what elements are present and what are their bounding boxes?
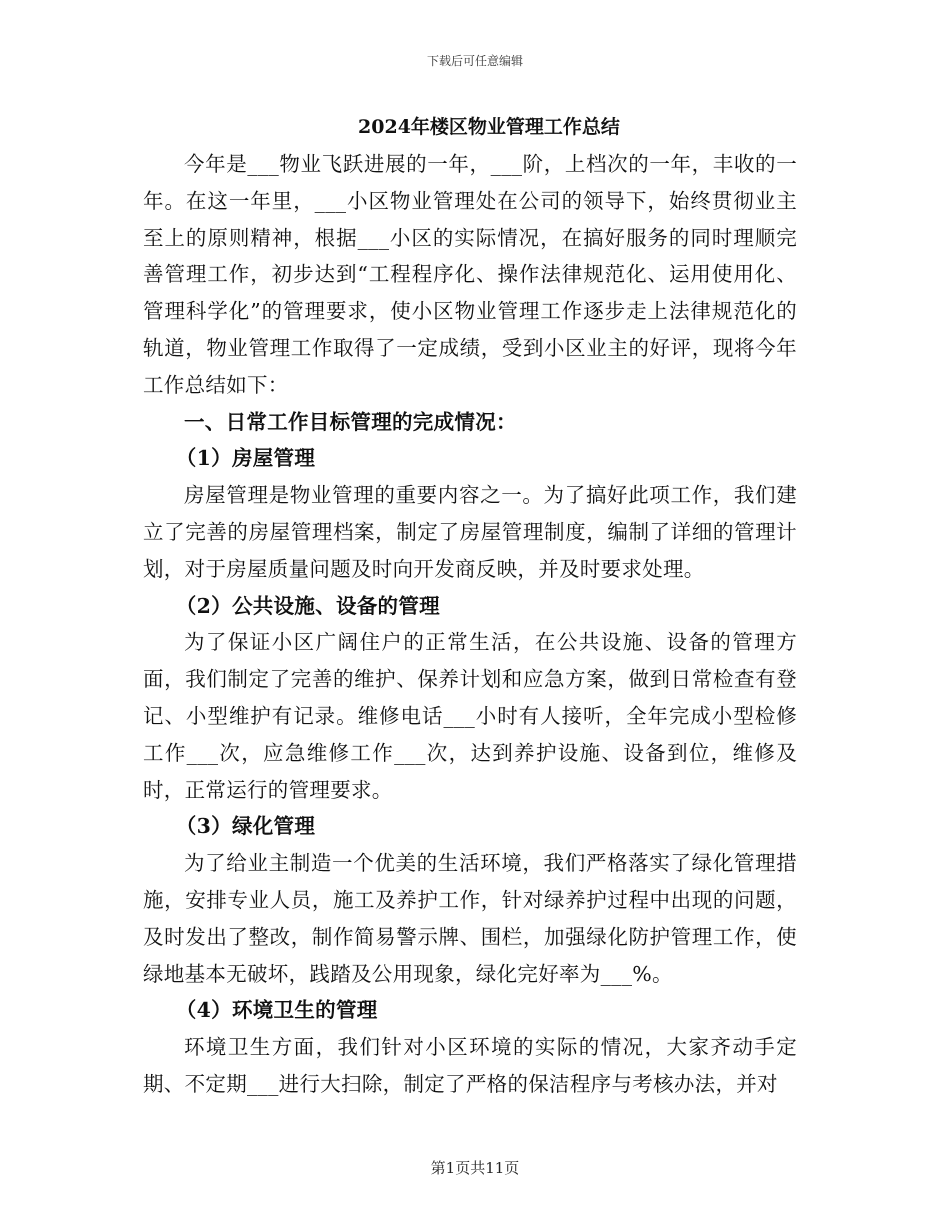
- subsection-heading-facilities: （2）公共设施、设备的管理: [175, 593, 440, 618]
- subsection-body-housing: 房屋管理是物业管理的重要内容之一。为了搞好此项工作，我们建立了完善的房屋管理档案，制定了房屋管理制度，编制了详细的管理计划，对于房屋质量问题及时向开发商反映，并及时要求处理。: [143, 483, 797, 581]
- subsection-body-greening: 为了给业主制造一个优美的生活环境，我们严格落实了绿化管理措施，安排专业人员，施工及养护工作，针对绿养护过程中出现的问题，及时发出了整改，制作简易警示牌、围栏，加强绿化防护管理工作，使绿地基本无破坏，践踏及公用现象，绿化完好率为___%。: [143, 851, 797, 986]
- document-body: [143, 108, 797, 1103]
- subsection-heading-housing: （1）房屋管理: [175, 446, 316, 471]
- document-title: 2024年楼区物业管理工作总结: [358, 116, 620, 138]
- intro-paragraph: 今年是___物业飞跃进展的一年，___阶，上档次的一年，丰收的一年。在这一年里，___小区物业管理处在公司的领导下，始终贯彻业主至上的原则精神，根据___小区的实际情况，在搞好服务的同时理顺完善管理工作，初步达到“工程程序化、操作法律规范化、运用使用化、管理科学化”的管理要求，使小区物业管理工作逐步走上法律规范化的轨道，物业管理工作取得了一定成绩，受到小区业主的好评，现将今年工作总结如下：: [143, 152, 797, 397]
- subsection-heading-greening: （3）绿化管理: [175, 814, 316, 839]
- page-header: 下载后可任意编辑: [426, 54, 523, 68]
- page-footer: 第1页共11页: [430, 1159, 520, 1177]
- subsection-heading-sanitation: （4）环境卫生的管理: [175, 998, 378, 1023]
- subsection-body-sanitation: 环境卫生方面，我们针对小区环境的实际的情况，大家齐动手定期、不定期___进行大扫除，制定了严格的保洁程序与考核办法，并对: [143, 1035, 797, 1096]
- subsection-body-facilities: 为了保证小区广阔住户的正常生活，在公共设施、设备的管理方面，我们制定了完善的维护、保养计划和应急方案，做到日常检查有登记、小型维护有记录。维修电话___小时有人接听，全年完成小型检修工作___次，应急维修工作___次，达到养护设施、设备到位，维修及时，正常运行的管理要求。: [143, 630, 797, 802]
- section-heading-1: 一、日常工作目标管理的完成情况：: [184, 409, 517, 434]
